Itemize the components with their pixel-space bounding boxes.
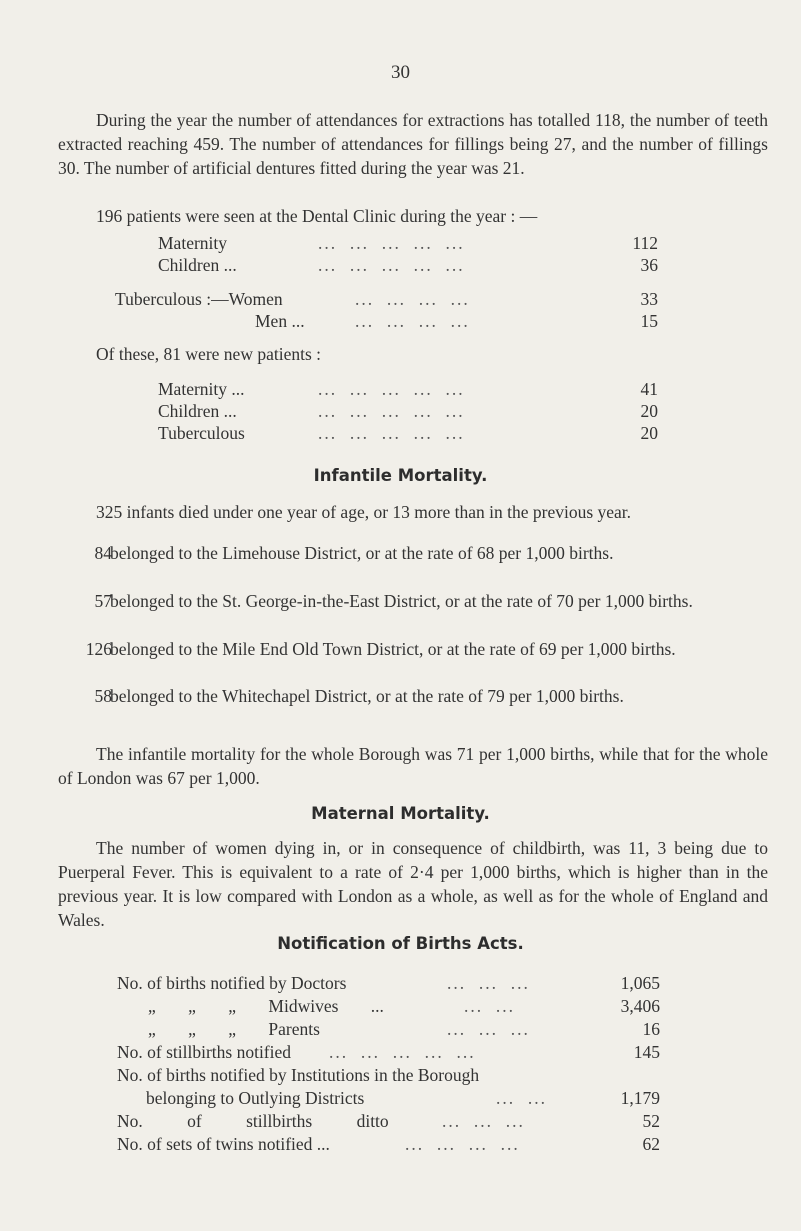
leader-dots: ... ... ... ... ... (318, 233, 465, 253)
infantile-heading: Infantile Mortality. (313, 466, 488, 485)
notification-heading: Notification of Births Acts. (277, 934, 524, 953)
leader-dots: ... ... ... ... (355, 289, 470, 309)
row-value: 16 (642, 1019, 660, 1039)
item-text: belonged to the Whitechapel District, or at the rate of 79 per 1,000 births. (110, 686, 624, 706)
dental-lead: 196 patients were seen at the Dental Clinic during the year : — (96, 206, 538, 226)
row-label: Children ... (158, 401, 237, 421)
row-value: 41 (640, 379, 658, 399)
notification-row (117, 1133, 660, 1155)
leader-dots: ... ... ... (447, 973, 530, 993)
item-number: 126 (85, 639, 112, 659)
row-value: 36 (640, 255, 658, 275)
row-label: belonging to Outlying Districts (146, 1088, 365, 1108)
item-text: belonged to the Limehouse District, or at the rate of 68 per 1,000 births. (110, 543, 614, 563)
row-label: No. of stillbirths ditto (117, 1111, 389, 1131)
leader-dots: ... ... (496, 1088, 547, 1108)
notification-row (148, 1018, 660, 1040)
new-patients-row (158, 378, 658, 400)
leader-dots: ... ... ... ... (405, 1134, 520, 1154)
leader-dots: ... ... ... ... ... (329, 1042, 476, 1062)
row-value: 15 (640, 311, 658, 331)
item-text: belonged to the Mile End Old Town District, or at the rate of 69 per 1,000 births. (110, 639, 676, 659)
leader-dots: ... ... ... ... ... (318, 255, 465, 275)
infantile-paragraph: 325 infants died under one year of age, or 13 more than in the previous year. (96, 502, 632, 522)
row-label: „ „ „ Midwives ... (148, 996, 384, 1016)
infantile-closing: The infantile mortality for the whole Borough was 71 per 1,000 births, while that for the whole of London was 67 per 1,000. (58, 744, 768, 788)
row-label: Men ... (255, 311, 305, 331)
row-label: Tuberculous (158, 423, 245, 443)
notification-row (148, 995, 660, 1017)
item-number: 58 (94, 686, 112, 706)
new-patients-lead: Of these, 81 were new patients : (96, 344, 321, 364)
row-label: No. of births notified by Institutions in the Borough (117, 1065, 480, 1085)
row-value: 112 (632, 233, 658, 253)
new-patients-row (158, 400, 658, 422)
row-value: 20 (640, 423, 658, 443)
leader-dots: ... ... ... (447, 1019, 530, 1039)
row-label: Maternity (158, 233, 228, 253)
row-value: 20 (640, 401, 658, 421)
row-value: 1,179 (620, 1088, 660, 1108)
leader-dots: ... ... ... ... ... (318, 401, 465, 421)
row-value: 33 (640, 289, 658, 309)
notification-row (117, 972, 660, 994)
item-number: 84 (94, 543, 112, 563)
leader-dots: ... ... ... ... ... (318, 423, 465, 443)
notification-row (117, 1041, 660, 1063)
maternal-heading: Maternal Mortality. (311, 804, 490, 823)
leader-dots: ... ... ... ... (355, 311, 470, 331)
row-value: 62 (642, 1134, 660, 1154)
notification-row (146, 1087, 660, 1109)
leader-dots: ... ... ... ... ... (318, 379, 465, 399)
row-label: No. of sets of twins notified ... (117, 1134, 330, 1154)
row-value: 52 (642, 1111, 660, 1131)
row-label: Children ... (158, 255, 237, 275)
item-text: belonged to the St. George-in-the-East District, or at the rate of 70 per 1,000 births. (110, 591, 693, 611)
dental-row (255, 310, 658, 332)
notification-row (117, 1064, 660, 1086)
new-patients-row (158, 422, 658, 444)
row-label: No. of births notified by Doctors (117, 973, 347, 993)
row-label: Maternity ... (158, 379, 245, 399)
item-number: 57 (94, 591, 112, 611)
maternal-paragraph: The number of women dying in, or in consequence of childbirth, was 11, 3 being due to Puerperal Fever. This is equivalent to a rate of 2·4 per 1,000 births, which is higher than in the previous year. It is low compared with London as a whole, as well as for the whole of England and Wales. (58, 838, 768, 930)
row-label: No. of stillbirths notified (117, 1042, 292, 1062)
row-value: 1,065 (620, 973, 660, 993)
leader-dots: ... ... ... (442, 1111, 525, 1131)
dental-row (158, 232, 658, 254)
intro-paragraph: During the year the number of attendances for extractions has totalled 118, the number of teeth extracted reaching 459. The number of attendances for fillings being 27, and the number of fillings 30. The number of artificial dentures fitted during the year was 21. (58, 110, 768, 178)
dental-row (158, 254, 658, 276)
page-number: 30 (391, 62, 410, 83)
notification-row (117, 1110, 660, 1132)
dental-row (115, 288, 658, 310)
leader-dots: ... ... (464, 996, 515, 1016)
row-label: Tuberculous :—Women (115, 289, 283, 309)
row-label: „ „ „ Parents (148, 1019, 320, 1039)
row-value: 145 (633, 1042, 660, 1062)
row-value: 3,406 (620, 996, 660, 1016)
